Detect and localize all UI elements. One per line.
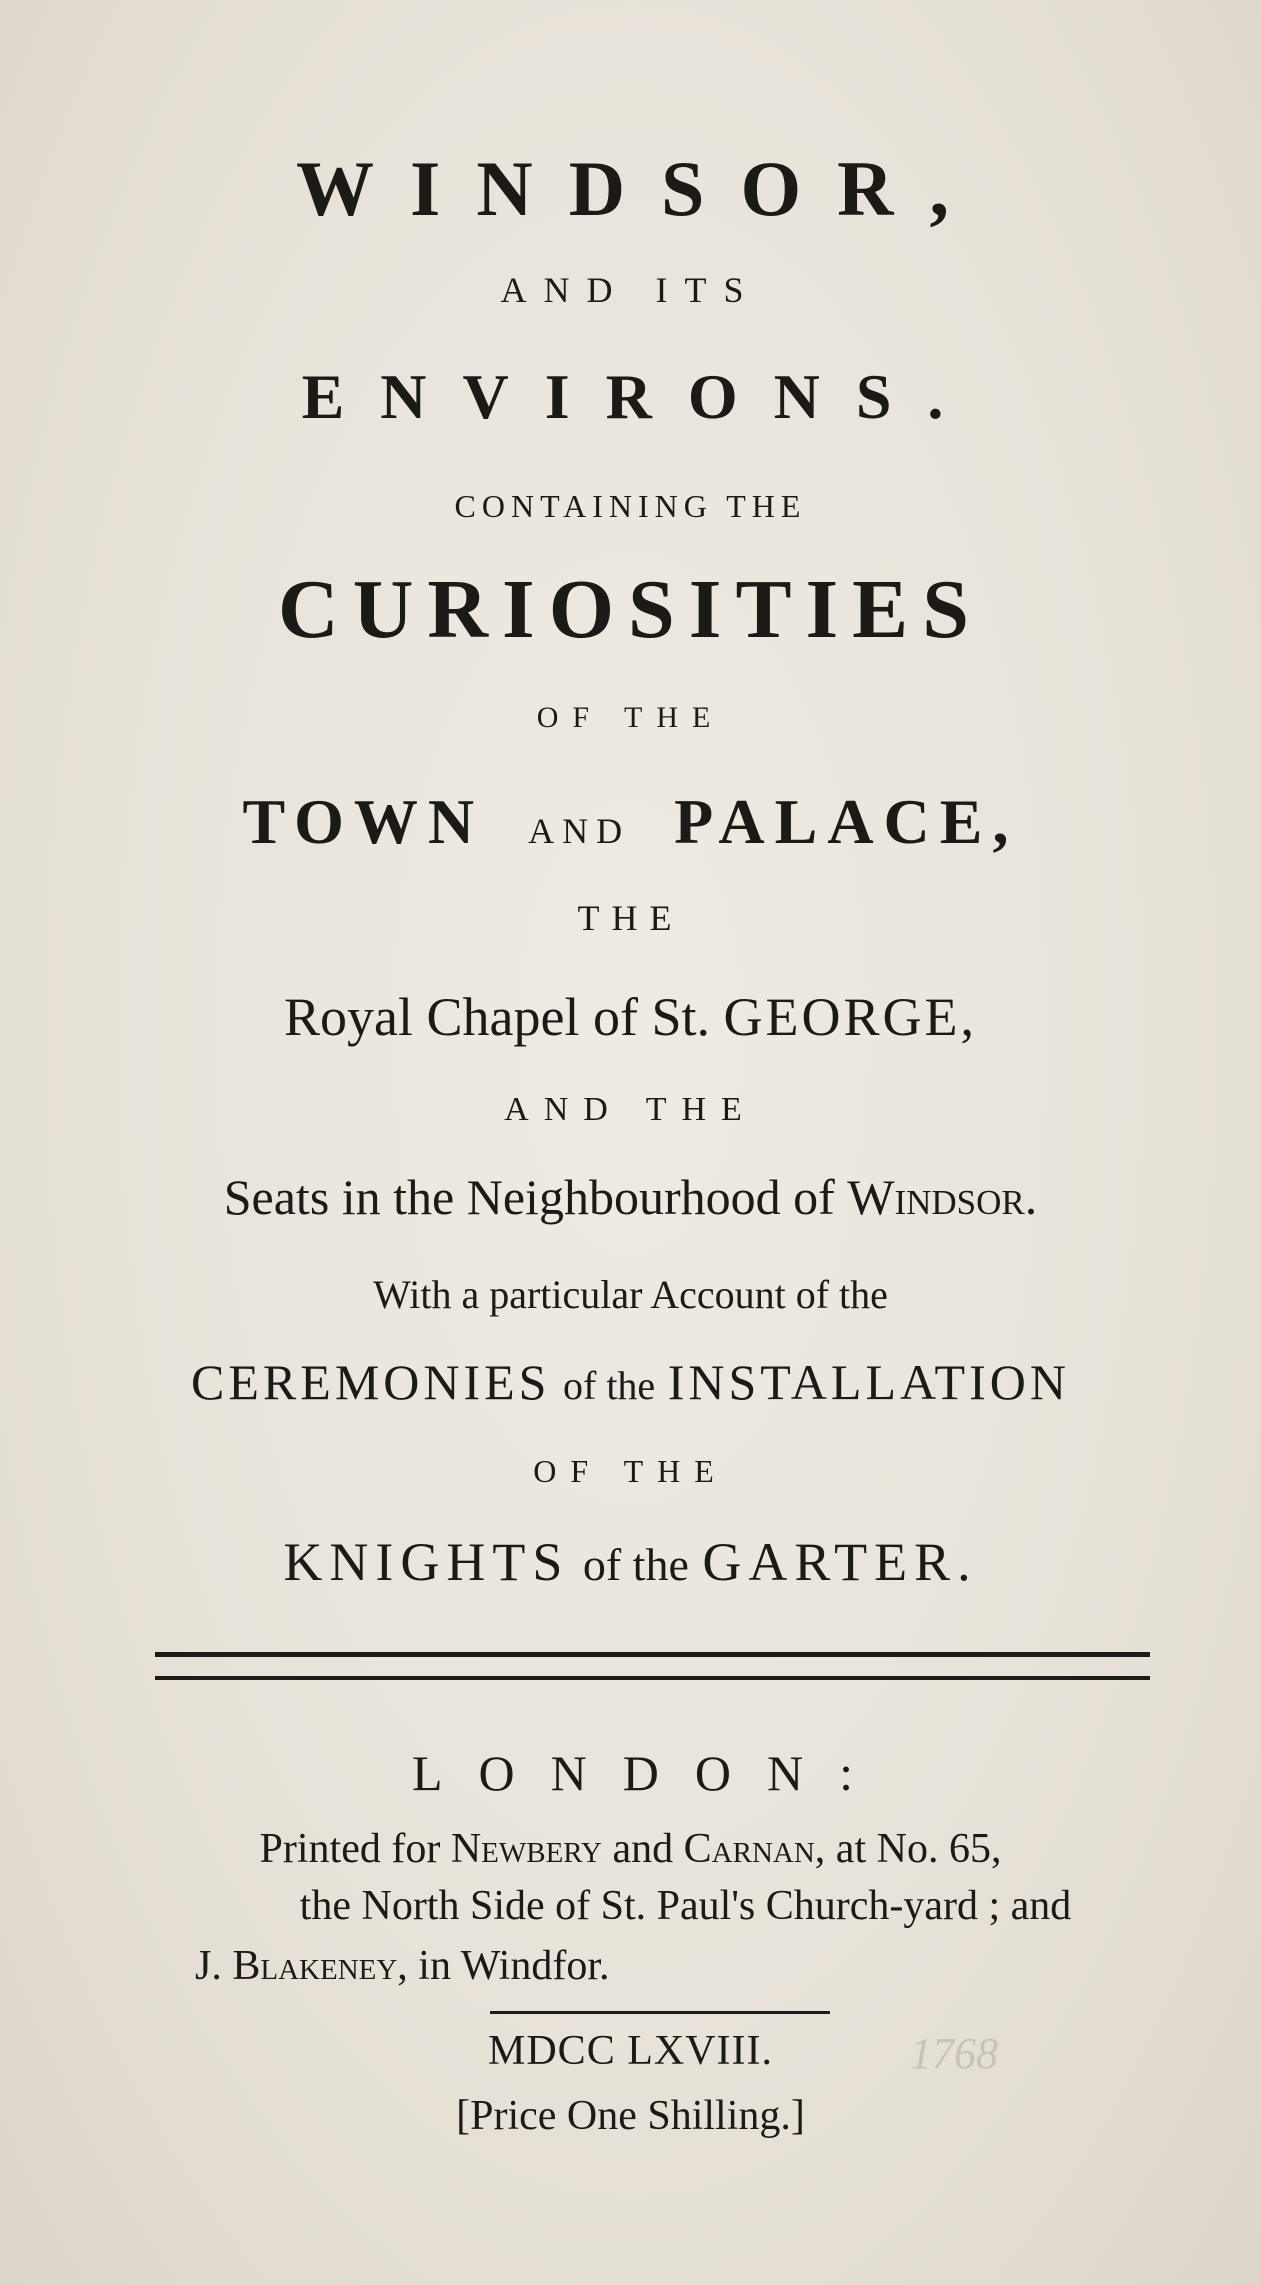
imprint-newbery: Newbery [450,1826,602,1872]
imprint-carnan: Carnan [683,1826,815,1872]
title-george: GEORGE, [723,987,977,1047]
title-of-the-lower-2: of the [582,1539,689,1590]
title-town-and-palace [0,786,1261,857]
imprint-windsor: , in Windfor. [397,1943,610,1989]
title-seats-text: Seats in the Neighbourhood of [223,1169,835,1225]
title-particular-account: With a particular Account of the [373,1272,888,1317]
double-rule-top [155,1652,1150,1657]
title-seats [0,1169,1261,1225]
title-installation: INSTALLATION [667,1354,1070,1410]
title-the: THE [577,898,684,938]
title-and-the: AND THE [504,1091,757,1128]
imprint-printed-for-text: Printed for [259,1826,441,1872]
title-of-the-2: OF THE [533,1453,728,1489]
imprint-printed-for [0,1828,1261,1870]
imprint-year: MDCC LXVIII. [488,2028,773,2074]
title-of-the-lower: of the [563,1363,656,1408]
title-royal-chapel [0,987,1261,1047]
imprint-short-rule [490,2011,830,2014]
title-curiosities: CURIOSITIES [278,563,983,656]
title-royal-chapel-text: Royal Chapel of St. [284,987,710,1047]
title-garter: GARTER. [702,1532,978,1592]
title-windsor-sc: Windsor. [847,1169,1038,1225]
title-knights [0,1532,1261,1592]
imprint-north-side: the North Side of St. Paul's Church-yard ; and [299,1883,1072,1929]
title-and: AND [528,811,631,851]
title-town: TOWN [242,786,485,857]
imprint-blakeney [195,1945,610,1987]
imprint-price: [Price One Shilling.] [456,2093,805,2139]
title-windsor: WINDSOR, [296,145,985,232]
pencil-annotation: 1768 [910,2029,998,2078]
title-palace: PALACE, [674,786,1019,857]
title-knights-word: KNIGHTS [283,1532,570,1592]
title-and-its: AND ITS [500,270,761,310]
imprint-london: LONDON: [412,1745,889,1801]
imprint-and: and [612,1826,674,1872]
imprint-address-number: , at No. 65, [814,1826,1002,1872]
title-containing-the: CONTAINING THE [454,488,807,524]
title-of-the-1: OF THE [536,701,725,734]
double-rule-bottom [155,1676,1150,1680]
imprint-initial: J. [195,1943,222,1989]
title-environs: ENVIRONS. [301,361,980,432]
imprint-blakeney-name: Blakeney [232,1943,398,1989]
title-ceremonies [0,1354,1261,1410]
title-ceremonies-word: CEREMONIES [191,1354,551,1410]
